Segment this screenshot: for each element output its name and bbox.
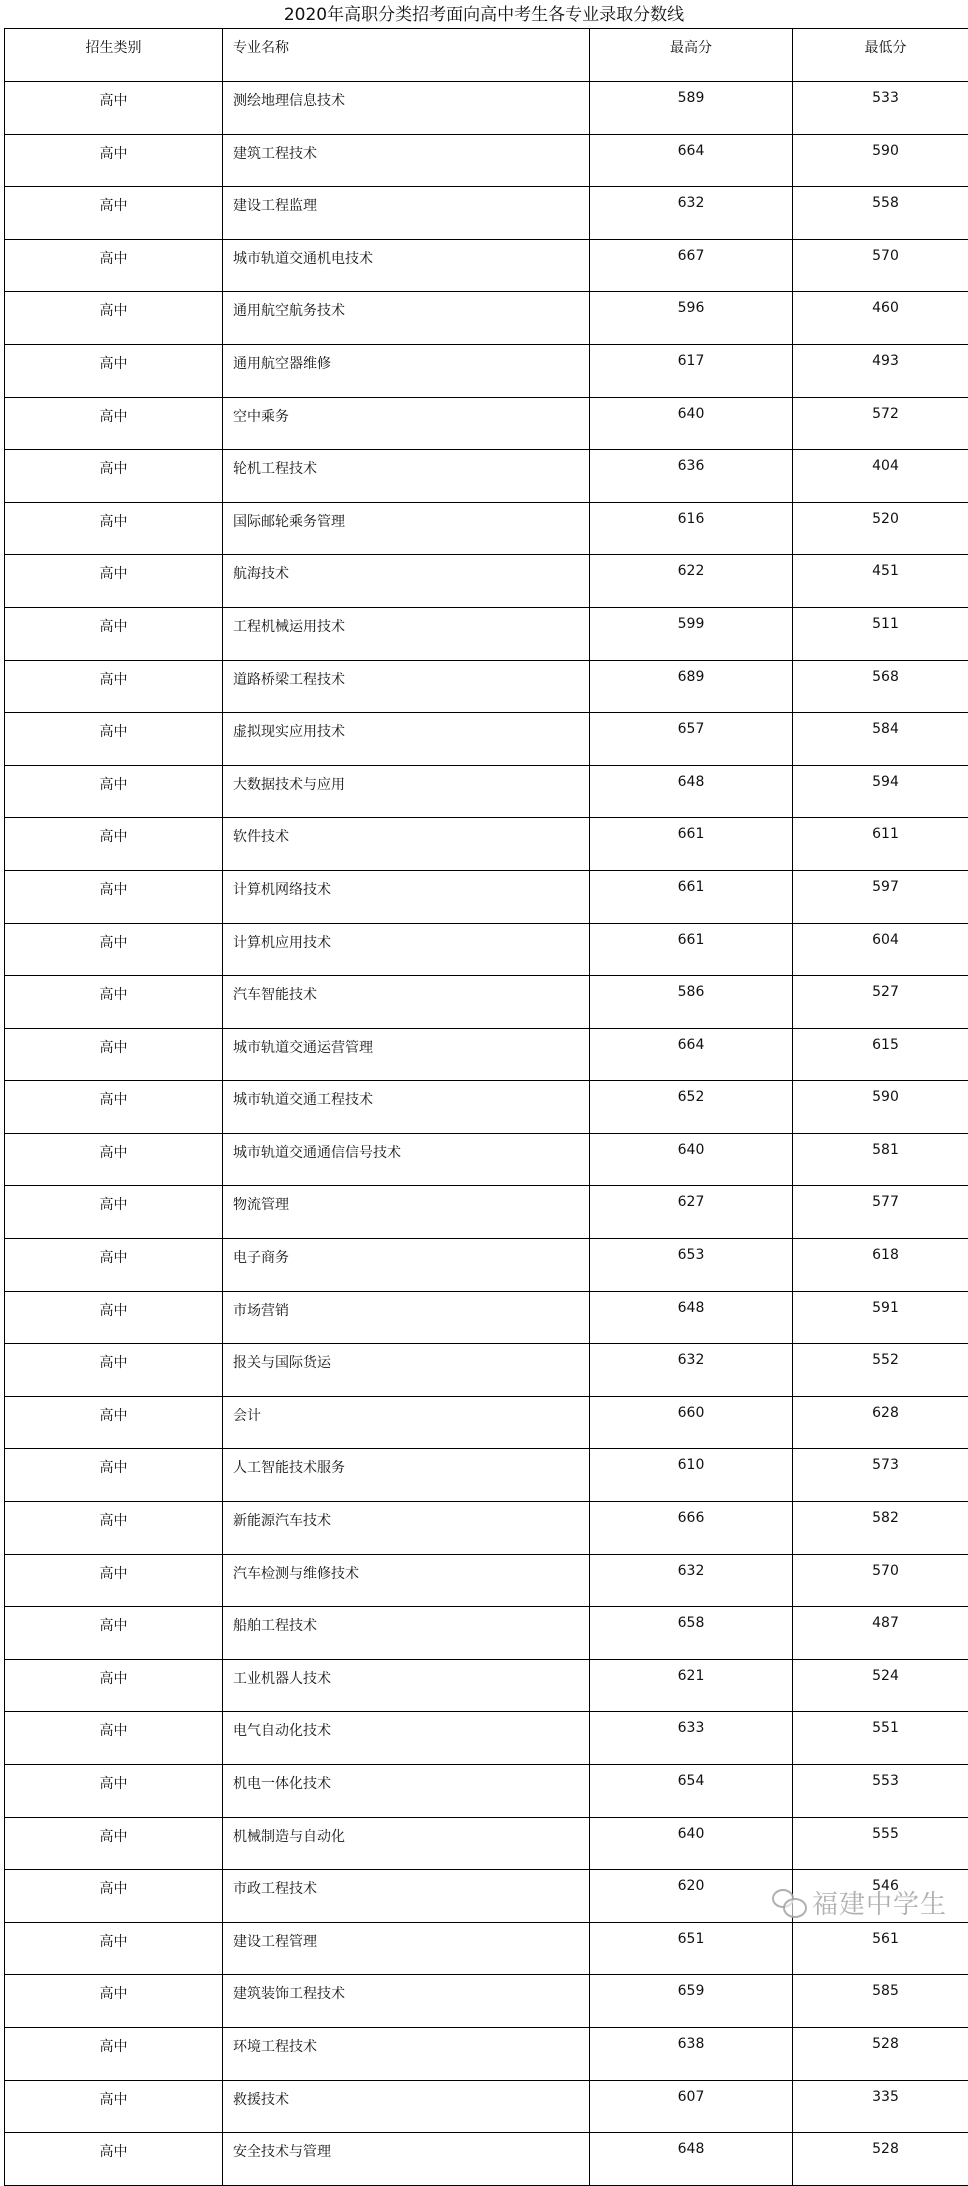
cell-min-score: 611 (793, 818, 968, 871)
table-row (5, 1449, 968, 1502)
cell-category: 高中 (5, 82, 223, 135)
cell-category: 高中 (5, 765, 223, 818)
cell-category: 高中 (5, 1502, 223, 1555)
cell-max-score: 659 (590, 1975, 793, 2028)
cell-max-score: 617 (590, 344, 793, 397)
cell-category: 高中 (5, 1712, 223, 1765)
cell-category: 高中 (5, 1344, 223, 1397)
cell-major: 安全技术与管理 (223, 2133, 590, 2186)
cell-max-score: 666 (590, 1502, 793, 1555)
cell-max-score: 658 (590, 1607, 793, 1660)
cell-max-score: 667 (590, 239, 793, 292)
cell-min-score: 615 (793, 1028, 968, 1081)
cell-max-score: 586 (590, 976, 793, 1029)
header-min-score: 最低分 (793, 29, 968, 82)
cell-major: 建筑工程技术 (223, 134, 590, 187)
table-row (5, 976, 968, 1029)
cell-max-score: 633 (590, 1712, 793, 1765)
table-row (5, 1554, 968, 1607)
table-row (5, 1081, 968, 1134)
cell-category: 高中 (5, 818, 223, 871)
cell-major: 建设工程监理 (223, 187, 590, 240)
cell-min-score: 570 (793, 1554, 968, 1607)
cell-major: 新能源汽车技术 (223, 1502, 590, 1555)
cell-major: 电气自动化技术 (223, 1712, 590, 1765)
cell-category: 高中 (5, 292, 223, 345)
cell-major: 通用航空航务技术 (223, 292, 590, 345)
cell-category: 高中 (5, 2027, 223, 2080)
cell-min-score: 568 (793, 660, 968, 713)
cell-min-score: 594 (793, 765, 968, 818)
cell-min-score: 573 (793, 1449, 968, 1502)
cell-min-score: 546 (793, 1870, 968, 1923)
cell-min-score: 570 (793, 239, 968, 292)
table-row (5, 713, 968, 766)
cell-min-score: 451 (793, 555, 968, 608)
cell-max-score: 599 (590, 607, 793, 660)
cell-major: 计算机网络技术 (223, 870, 590, 923)
cell-max-score: 607 (590, 2080, 793, 2133)
table-row (5, 1239, 968, 1292)
cell-max-score: 596 (590, 292, 793, 345)
cell-category: 高中 (5, 1291, 223, 1344)
cell-max-score: 636 (590, 450, 793, 503)
cell-min-score: 460 (793, 292, 968, 345)
cell-major: 会计 (223, 1396, 590, 1449)
cell-max-score: 648 (590, 1291, 793, 1344)
cell-major: 城市轨道交通工程技术 (223, 1081, 590, 1134)
cell-min-score: 618 (793, 1239, 968, 1292)
table-row (5, 134, 968, 187)
table-row (5, 397, 968, 450)
cell-max-score: 652 (590, 1081, 793, 1134)
table-row (5, 1607, 968, 1660)
cell-min-score: 511 (793, 607, 968, 660)
table-row (5, 1765, 968, 1818)
table-row (5, 450, 968, 503)
cell-major: 城市轨道交通机电技术 (223, 239, 590, 292)
table-row (5, 818, 968, 871)
cell-min-score: 528 (793, 2133, 968, 2186)
cell-category: 高中 (5, 660, 223, 713)
cell-major: 大数据技术与应用 (223, 765, 590, 818)
cell-min-score: 584 (793, 713, 968, 766)
cell-max-score: 610 (590, 1449, 793, 1502)
cell-max-score: 657 (590, 713, 793, 766)
cell-major: 报关与国际货运 (223, 1344, 590, 1397)
cell-major: 环境工程技术 (223, 2027, 590, 2080)
table-row (5, 660, 968, 713)
table-row (5, 765, 968, 818)
table-title: 2020年高职分类招考面向高中考生各专业录取分数线 (0, 0, 968, 28)
cell-min-score: 520 (793, 502, 968, 555)
cell-category: 高中 (5, 450, 223, 503)
table-row (5, 1502, 968, 1555)
wechat-icon (772, 1889, 806, 1917)
cell-category: 高中 (5, 134, 223, 187)
cell-min-score: 527 (793, 976, 968, 1029)
table-row (5, 292, 968, 345)
cell-max-score: 622 (590, 555, 793, 608)
cell-min-score: 551 (793, 1712, 968, 1765)
table-row (5, 1133, 968, 1186)
cell-major: 建设工程管理 (223, 1922, 590, 1975)
cell-max-score: 661 (590, 923, 793, 976)
cell-min-score: 553 (793, 1765, 968, 1818)
cell-min-score: 555 (793, 1817, 968, 1870)
cell-max-score: 638 (590, 2027, 793, 2080)
cell-max-score: 621 (590, 1659, 793, 1712)
cell-min-score: 591 (793, 1291, 968, 1344)
cell-category: 高中 (5, 239, 223, 292)
cell-category: 高中 (5, 1239, 223, 1292)
watermark-text: 福建中学生 (812, 1884, 947, 1921)
cell-category: 高中 (5, 502, 223, 555)
cell-max-score: 664 (590, 134, 793, 187)
table-row (5, 82, 968, 135)
table-row (5, 2080, 968, 2133)
cell-min-score: 404 (793, 450, 968, 503)
cell-category: 高中 (5, 1554, 223, 1607)
table-row (5, 1712, 968, 1765)
cell-max-score: 661 (590, 870, 793, 923)
table-row (5, 555, 968, 608)
cell-min-score: 552 (793, 1344, 968, 1397)
table-row (5, 607, 968, 660)
cell-major: 机械制造与自动化 (223, 1817, 590, 1870)
table-row (5, 1186, 968, 1239)
cell-category: 高中 (5, 397, 223, 450)
cell-category: 高中 (5, 1659, 223, 1712)
cell-max-score: 654 (590, 1765, 793, 1818)
cell-category: 高中 (5, 976, 223, 1029)
wechat-watermark (772, 1884, 947, 1921)
cell-max-score: 632 (590, 1554, 793, 1607)
cell-category: 高中 (5, 1186, 223, 1239)
cell-min-score: 533 (793, 82, 968, 135)
cell-category: 高中 (5, 870, 223, 923)
cell-min-score: 590 (793, 134, 968, 187)
cell-major: 工业机器人技术 (223, 1659, 590, 1712)
cell-category: 高中 (5, 1028, 223, 1081)
cell-category: 高中 (5, 607, 223, 660)
cell-major: 汽车智能技术 (223, 976, 590, 1029)
table-row (5, 1922, 968, 1975)
cell-category: 高中 (5, 2133, 223, 2186)
cell-min-score: 561 (793, 1922, 968, 1975)
cell-max-score: 648 (590, 2133, 793, 2186)
cell-min-score: 558 (793, 187, 968, 240)
cell-major: 测绘地理信息技术 (223, 82, 590, 135)
cell-min-score: 582 (793, 1502, 968, 1555)
cell-category: 高中 (5, 344, 223, 397)
table-row (5, 870, 968, 923)
cell-min-score: 604 (793, 923, 968, 976)
cell-major: 物流管理 (223, 1186, 590, 1239)
table-row (5, 1344, 968, 1397)
cell-category: 高中 (5, 1975, 223, 2028)
cell-major: 电子商务 (223, 1239, 590, 1292)
cell-category: 高中 (5, 1133, 223, 1186)
cell-max-score: 640 (590, 397, 793, 450)
table-row (5, 239, 968, 292)
table-row (5, 1028, 968, 1081)
cell-major: 救援技术 (223, 2080, 590, 2133)
cell-category: 高中 (5, 1081, 223, 1134)
cell-max-score: 653 (590, 1239, 793, 1292)
cell-max-score: 589 (590, 82, 793, 135)
cell-major: 国际邮轮乘务管理 (223, 502, 590, 555)
cell-max-score: 632 (590, 1344, 793, 1397)
cell-max-score: 640 (590, 1133, 793, 1186)
table-row (5, 2133, 968, 2186)
header-major: 专业名称 (223, 29, 590, 82)
cell-max-score: 616 (590, 502, 793, 555)
cell-category: 高中 (5, 1396, 223, 1449)
cell-min-score: 335 (793, 2080, 968, 2133)
cell-category: 高中 (5, 1765, 223, 1818)
cell-category: 高中 (5, 713, 223, 766)
cell-category: 高中 (5, 1449, 223, 1502)
cell-major: 虚拟现实应用技术 (223, 713, 590, 766)
table-row (5, 923, 968, 976)
cell-min-score: 577 (793, 1186, 968, 1239)
cell-major: 工程机械运用技术 (223, 607, 590, 660)
cell-min-score: 590 (793, 1081, 968, 1134)
cell-max-score: 640 (590, 1817, 793, 1870)
cell-major: 空中乘务 (223, 397, 590, 450)
cell-major: 轮机工程技术 (223, 450, 590, 503)
table-row (5, 344, 968, 397)
header-max-score: 最高分 (590, 29, 793, 82)
cell-max-score: 660 (590, 1396, 793, 1449)
cell-max-score: 627 (590, 1186, 793, 1239)
cell-major: 软件技术 (223, 818, 590, 871)
admission-scores-table (4, 28, 968, 2186)
cell-category: 高中 (5, 187, 223, 240)
cell-major: 市场营销 (223, 1291, 590, 1344)
table-row (5, 502, 968, 555)
cell-max-score: 648 (590, 765, 793, 818)
cell-min-score: 528 (793, 2027, 968, 2080)
cell-category: 高中 (5, 1870, 223, 1923)
table-header-row (5, 29, 968, 82)
cell-major: 机电一体化技术 (223, 1765, 590, 1818)
cell-category: 高中 (5, 555, 223, 608)
cell-min-score: 585 (793, 1975, 968, 2028)
cell-max-score: 689 (590, 660, 793, 713)
cell-major: 汽车检测与维修技术 (223, 1554, 590, 1607)
cell-max-score: 651 (590, 1922, 793, 1975)
cell-min-score: 572 (793, 397, 968, 450)
cell-min-score: 581 (793, 1133, 968, 1186)
table-row (5, 2027, 968, 2080)
cell-min-score: 487 (793, 1607, 968, 1660)
cell-min-score: 597 (793, 870, 968, 923)
cell-category: 高中 (5, 1922, 223, 1975)
cell-major: 道路桥梁工程技术 (223, 660, 590, 713)
table-row (5, 1396, 968, 1449)
cell-max-score: 661 (590, 818, 793, 871)
table-row (5, 1817, 968, 1870)
table-row (5, 187, 968, 240)
cell-major: 建筑装饰工程技术 (223, 1975, 590, 2028)
cell-major: 城市轨道交通通信信号技术 (223, 1133, 590, 1186)
cell-major: 人工智能技术服务 (223, 1449, 590, 1502)
cell-min-score: 524 (793, 1659, 968, 1712)
table-row (5, 1975, 968, 2028)
cell-max-score: 632 (590, 187, 793, 240)
cell-major: 城市轨道交通运营管理 (223, 1028, 590, 1081)
cell-max-score: 620 (590, 1870, 793, 1923)
table-row (5, 1659, 968, 1712)
cell-min-score: 628 (793, 1396, 968, 1449)
cell-major: 市政工程技术 (223, 1870, 590, 1923)
header-category: 招生类别 (5, 29, 223, 82)
cell-major: 航海技术 (223, 555, 590, 608)
cell-min-score: 493 (793, 344, 968, 397)
cell-major: 计算机应用技术 (223, 923, 590, 976)
cell-category: 高中 (5, 923, 223, 976)
cell-category: 高中 (5, 1607, 223, 1660)
cell-major: 船舶工程技术 (223, 1607, 590, 1660)
cell-category: 高中 (5, 2080, 223, 2133)
cell-max-score: 664 (590, 1028, 793, 1081)
table-row (5, 1291, 968, 1344)
cell-category: 高中 (5, 1817, 223, 1870)
cell-major: 通用航空器维修 (223, 344, 590, 397)
